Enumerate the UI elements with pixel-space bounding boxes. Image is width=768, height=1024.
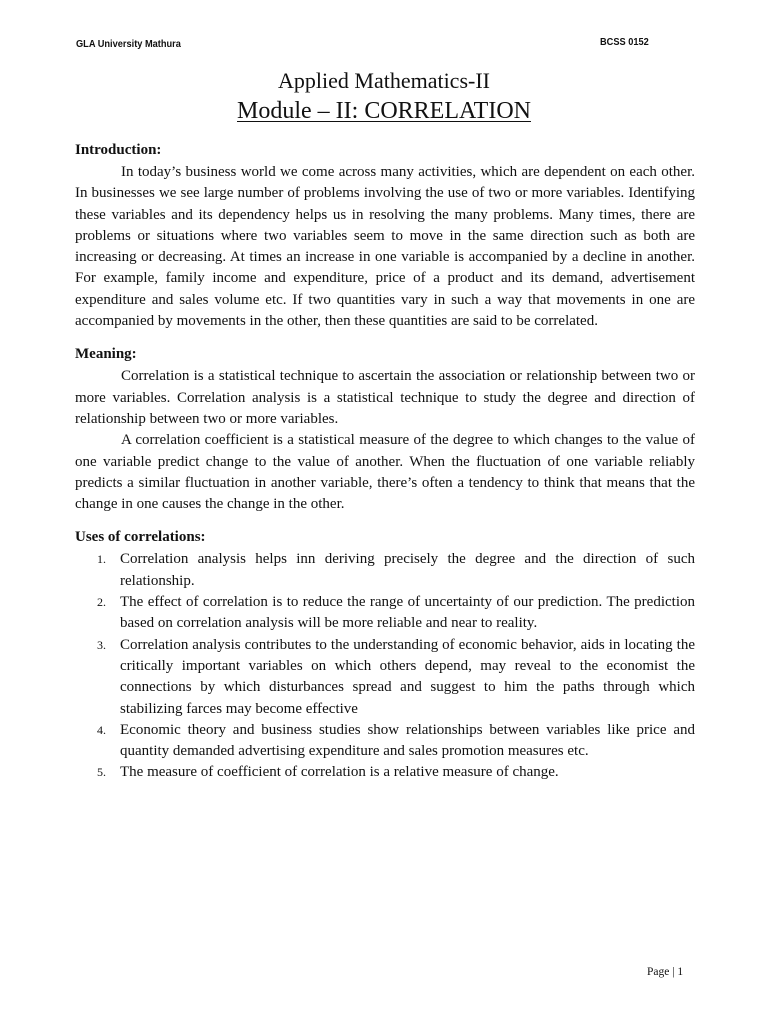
uses-section <box>75 527 695 783</box>
list-item-text: The measure of coefficient of correlation is a relative measure of change. <box>120 764 559 781</box>
page-number: Page | 1 <box>647 966 684 978</box>
meaning-paragraph: Correlation is a statistical technique to ascertain the association or relationship between two or more variables. Correlation analysis is a statistical technique to study the degree and direction of relationship between two or more variables. <box>75 368 695 427</box>
header-university: GLA University Mathura <box>76 38 181 50</box>
list-item <box>75 762 695 783</box>
header-course-code: BCSS 0152 <box>600 36 649 48</box>
list-item-text: Correlation analysis helps inn deriving precisely the degree and the direction of such relationship. <box>120 551 695 589</box>
list-item-text: Correlation analysis contributes to the understanding of economic behavior, aids in locating the critically important variables on which others depend, may reveal to the economist the connections by which disturbances spread and suggest to him the paths through which stabilizing farces may become effective <box>120 636 695 717</box>
list-item <box>75 635 695 720</box>
list-item-number: 1. <box>97 552 106 567</box>
list-item <box>75 592 695 635</box>
introduction-heading: Introduction: <box>75 142 162 158</box>
list-item <box>75 549 695 592</box>
uses-list <box>75 549 695 783</box>
introduction-paragraph: In today’s business world we come across many activities, which are dependent on each other. In businesses we see large number of problems involving the use of two or more variables. Identifying these variables and its dependency helps us in resolving the many problems. Many times, there are problems or situations where two variables seem to move in the same direction such as both are increasing or decreasing. At times an increase in one variable is accompanied by a decline in another. For example, family income and expenditure, price of a product and its demand, advertisement expenditure and sales volume etc. If two quantities vary in such a way that movements in one are accompanied by movements in the other, then these quantities are said to be correlated. <box>75 164 695 330</box>
meaning-heading: Meaning: <box>75 346 137 363</box>
list-item-number: 4. <box>97 722 106 737</box>
module-title <box>0 98 768 125</box>
document-title: Applied Mathematics-II <box>278 68 490 93</box>
list-item-text: Economic theory and business studies show relationships between variables like price and quantity demanded advertising expenditure and sales promotion measures etc. <box>120 721 695 760</box>
list-item-number: 3. <box>97 637 106 652</box>
meaning-section <box>75 344 695 515</box>
meaning-paragraph: A correlation coefficient is a statistical measure of the degree to which changes to the value of one variable predict change to the value of another. When the fluctuation of one variable reliably predicts a similar fluctuation in another variable, there’s often a tendency to think that means that the change in one causes the change in the other. <box>75 432 695 513</box>
list-item <box>75 720 695 763</box>
document-body <box>75 140 695 784</box>
uses-heading: Uses of correlations: <box>75 529 206 546</box>
list-item-number: 2. <box>97 595 106 610</box>
list-item-number: 5. <box>97 765 106 780</box>
list-item-text: The effect of correlation is to reduce the range of uncertainty of our prediction. The prediction based on correlation analysis will be more reliable and near to reality. <box>120 594 695 632</box>
introduction-section <box>75 140 695 332</box>
module-title-text: Module – II: CORRELATION <box>237 98 531 124</box>
